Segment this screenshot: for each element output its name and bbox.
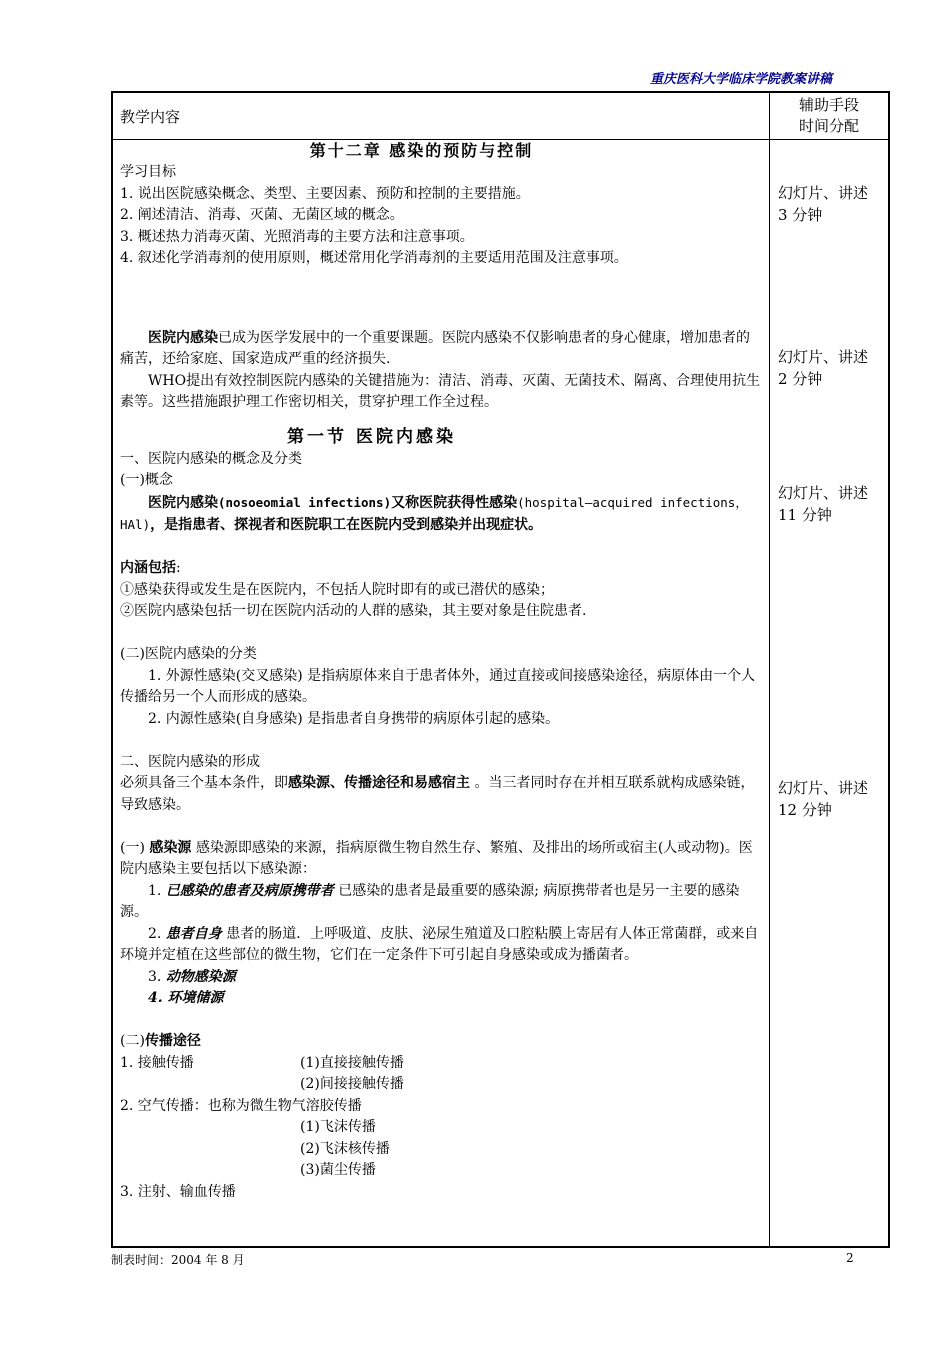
route-heading: (二)传播途径 [120, 1033, 201, 1049]
content-cell [112, 140, 770, 1248]
aux-note: 幻灯片、讲述 12 分钟 [778, 779, 869, 819]
formation-paragraph: 必须具备三个基本条件，即感染源、传播途径和易感宿主 。当三者同时存在并相互联系就构成感染链，导致感染。 [120, 775, 755, 813]
infection-source-paragraph: (一) 感染源 感染源即感染的来源，指病原微生物自然生存、繁殖、及排出的场所或宿主(人或动物)。医院内感染主要包括以下感染源： [120, 839, 753, 877]
source-item: 2. 患者自身 患者的肠道．上呼吸道、皮肤、泌尿生殖道及口腔粘膜上寄居有人体正常菌群，或来自环境并定植在这些部位的微生物，它们在一定条件下可引起自身感染或成为播菌者。 [120, 925, 759, 963]
aux-note: 幻灯片、讲述 3 分钟 [778, 184, 869, 224]
scope-item: ①感染获得或发生是在医院内，不包括人院时即有的或已潜伏的感染； [120, 581, 554, 598]
source-item: 3. 动物感染源 [148, 968, 236, 985]
definition-paragraph: 医院内感染(nosoeomial infections)又称医院获得性感染(hospital—acquired infections，HAl)，是指患者、探视者和医院职工在医院内受到感染并出现症状。 [120, 494, 748, 533]
classification-item: 2. 内源性感染(自身感染) 是指患者自身携带的病原体引起的感染。 [148, 710, 560, 727]
document-header: 重庆医科大学临床学院教案讲稿 [650, 72, 833, 87]
aux-column-header: 辅助手段 时间分配 [770, 92, 890, 140]
route-subitem: (2)飞沫核传播 [300, 1140, 390, 1157]
source-item: 1. 已感染的患者及病原携带者 已感染的患者是最重要的感染源; 病原携带者也是另一主要的感染源。 [120, 882, 740, 920]
objective-item: 3. 概述热力消毒灭菌、光照消毒的主要方法和注意事项。 [120, 228, 474, 245]
route-subitem: (2)间接接触传播 [300, 1076, 404, 1092]
heading: 二、医院内感染的形成 [120, 753, 260, 770]
lesson-plan-table [111, 91, 890, 1248]
subheading: (一)概念 [120, 472, 173, 488]
chapter-title: 第十二章 感染的预防与控制 [309, 141, 534, 160]
aux-note: 幻灯片、讲述 11 分钟 [778, 484, 869, 524]
section-title: 第一节 医院内感染 [287, 426, 456, 447]
objectives-label: 学习目标 [120, 164, 176, 180]
objective-item: 1. 说出医院感染概念、类型、主要因素、预防和控制的主要措施。 [120, 185, 530, 202]
route-item: 3. 注射、输血传播 [120, 1183, 236, 1200]
objective-item: 2. 阐述清洁、消毒、灭菌、无菌区域的概念。 [120, 207, 404, 223]
scope-item: ②医院内感染包括一切在医院内活动的人群的感染，其主要对象是住院患者. [120, 603, 587, 619]
route-item: 1. 接触传播 (1)直接接触传播 [120, 1054, 404, 1071]
source-item: 4. 环境储源 [148, 990, 224, 1006]
content-column-header: 教学内容 [112, 92, 770, 140]
intro-paragraph-who: WHO提出有效控制医院内感染的关键措施为：清洁、消毒、灭菌、无菌技术、隔离、合理使用抗生素等。这些措施跟护理工作密切相关，贯穿护理工作全过程。 [120, 372, 761, 410]
subheading: (二)医院内感染的分类 [120, 646, 257, 662]
intro-paragraph: 医院内感染已成为医学发展中的一个重要课题。医院内感染不仅影响患者的身心健康，增加患者的痛苦，还给家庭、国家造成严重的经济损失. [120, 329, 750, 367]
objective-item: 4. 叙述化学消毒剂的使用原则，概述常用化学消毒剂的主要适用范围及注意事项。 [120, 250, 628, 266]
route-subitem: (3)菌尘传播 [300, 1162, 376, 1178]
page-number: 2 [846, 1251, 854, 1265]
scope-label: 内涵包括: [120, 560, 181, 576]
classification-item: 1. 外源性感染(交叉感染) 是指病原体来自于患者体外，通过直接或间接感染途径，病原体由一个人传播给另一个人而形成的感染。 [120, 667, 756, 705]
route-subitem: (1)飞沫传播 [300, 1119, 376, 1135]
footer-date: 制表时间：2004 年 8 月 [111, 1253, 245, 1267]
route-item: 2. 空气传播：也称为微生物气溶胶传播 [120, 1097, 362, 1114]
aux-note: 幻灯片、讲述 2 分钟 [778, 348, 869, 388]
heading: 一、医院内感染的概念及分类 [120, 450, 302, 467]
aux-cell [770, 140, 890, 1248]
